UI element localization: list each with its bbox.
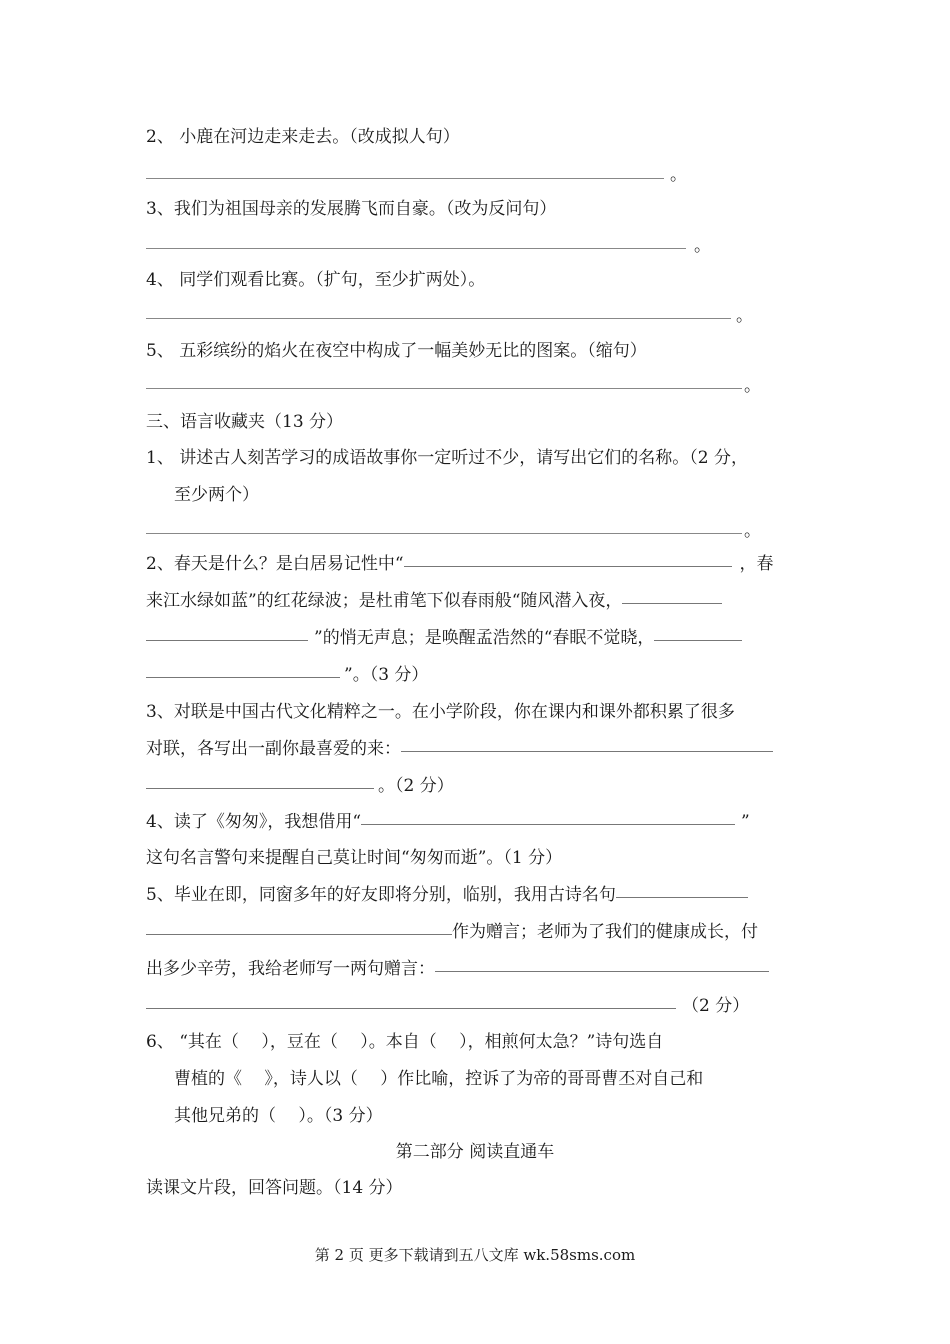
s3-q3-blank-b[interactable] bbox=[146, 788, 374, 789]
s3-q5-line2 bbox=[146, 921, 758, 943]
s3-q4-blank[interactable] bbox=[361, 824, 735, 825]
question-5: 5、 五彩缤纷的焰火在夜空中构成了一幅美妙无比的图案。（缩句） bbox=[146, 341, 647, 361]
answer-end-4: 。 bbox=[736, 306, 753, 326]
s3-q1-line2: 至少两个） bbox=[174, 485, 259, 505]
part-2-instruction: 读课文片段，回答问题。（14 分） bbox=[146, 1178, 403, 1198]
s3-q4-text-a: 4、读了《匆匆》，我想借用“ bbox=[146, 812, 362, 832]
s3-q3-text-c: 。（2 分） bbox=[378, 776, 454, 796]
section-3-title: 三、语言收藏夹（13 分） bbox=[146, 412, 344, 432]
s3-q3-line1: 3、对联是中国古代文化精粹之一。在小学阶段，你在课内和课外都积累了很多 bbox=[146, 702, 735, 722]
s3-q1-answer-line[interactable] bbox=[146, 533, 742, 534]
s3-q1-end: 。 bbox=[744, 521, 761, 541]
s3-q5-line3 bbox=[146, 958, 769, 980]
s3-q6-line2: 曹植的《 》，诗人以（ ）作比喻，控诉了为帝的哥哥曹丕对自己和 bbox=[174, 1069, 704, 1089]
s3-q3-text-b: 对联，各写出一副你最喜爱的来： bbox=[146, 739, 401, 759]
s3-q2-line2 bbox=[146, 590, 722, 612]
answer-end-3: 。 bbox=[694, 236, 711, 256]
s3-q5-line1 bbox=[146, 884, 748, 906]
s3-q5-blank-1a[interactable] bbox=[616, 897, 748, 898]
answer-end-5: 。 bbox=[744, 376, 761, 396]
s3-q3-line2 bbox=[146, 738, 773, 760]
s3-q6-line3: 其他兄弟的（ ）。（3 分） bbox=[174, 1106, 383, 1126]
part-2-title: 第二部分 阅读直通车 bbox=[395, 1142, 555, 1162]
s3-q6-line1: 6、 “其在（ ），豆在（ ）。本自（ ），相煎何太急？”诗句选自 bbox=[146, 1032, 664, 1052]
s3-q4-line1 bbox=[146, 811, 750, 833]
page-footer: 第 2 页 更多下载请到五八文库 wk.58sms.com bbox=[314, 1246, 636, 1264]
s3-q2-line4 bbox=[146, 664, 428, 686]
s3-q2-line3 bbox=[146, 627, 742, 649]
s3-q2-blank-3b[interactable] bbox=[146, 677, 340, 678]
question-3: 3、我们为祖国母亲的发展腾飞而自豪。（改为反问句） bbox=[146, 199, 557, 219]
answer-end-2: 。 bbox=[670, 165, 687, 185]
s3-q2-text-a: 2、春天是什么？是白居易记性中“ bbox=[146, 554, 404, 574]
s3-q1-line1: 1、 讲述古人刻苦学习的成语故事你一定听过不少，请写出它们的名称。（2 分， bbox=[146, 448, 748, 468]
s3-q2-blank-3a[interactable] bbox=[654, 640, 742, 641]
s3-q4-line2: 这句名言警句来提醒自己莫让时间“匆匆而逝”。（1 分） bbox=[146, 848, 563, 868]
s3-q5-text-c: 出多少辛劳，我给老师写一两句赠言： bbox=[146, 959, 435, 979]
s3-q4-text-b: ” bbox=[741, 812, 750, 832]
s3-q2-line1 bbox=[146, 553, 774, 575]
s3-q5-text-d: （2 分） bbox=[682, 996, 750, 1016]
s3-q3-line3 bbox=[146, 775, 454, 797]
s3-q3-blank-a[interactable] bbox=[401, 751, 773, 752]
s3-q2-text-e: ”。（3 分） bbox=[344, 665, 429, 685]
question-4: 4、 同学们观看比赛。（扩句，至少扩两处）。 bbox=[146, 270, 486, 290]
question-2: 2、 小鹿在河边走来走去。（改成拟人句） bbox=[146, 127, 460, 147]
s3-q2-blank-1[interactable] bbox=[404, 566, 732, 567]
s3-q5-text-b: 作为赠言；老师为了我们的健康成长，付 bbox=[452, 922, 758, 942]
s3-q5-blank-2b[interactable] bbox=[146, 1008, 676, 1009]
s3-q5-text-a: 5、毕业在即，同窗多年的好友即将分别，临别，我用古诗名句 bbox=[146, 885, 616, 905]
s3-q5-blank-1b[interactable] bbox=[146, 934, 452, 935]
s3-q5-line4 bbox=[146, 995, 749, 1017]
answer-line-2[interactable] bbox=[146, 178, 664, 179]
s3-q2-text-b: ，春 bbox=[739, 554, 774, 574]
s3-q2-text-c: 来江水绿如蓝”的红花绿波；是杜甫笔下似春雨般“随风潜入夜， bbox=[146, 591, 623, 611]
answer-line-4[interactable] bbox=[146, 318, 731, 319]
s3-q2-text-d: ”的悄无声息；是唤醒孟浩然的“春眠不觉晓， bbox=[314, 628, 655, 648]
s3-q2-blank-2a[interactable] bbox=[622, 603, 722, 604]
answer-line-5[interactable] bbox=[146, 388, 742, 389]
s3-q5-blank-2a[interactable] bbox=[435, 971, 769, 972]
answer-line-3[interactable] bbox=[146, 248, 686, 249]
s3-q2-blank-2b[interactable] bbox=[146, 640, 308, 641]
